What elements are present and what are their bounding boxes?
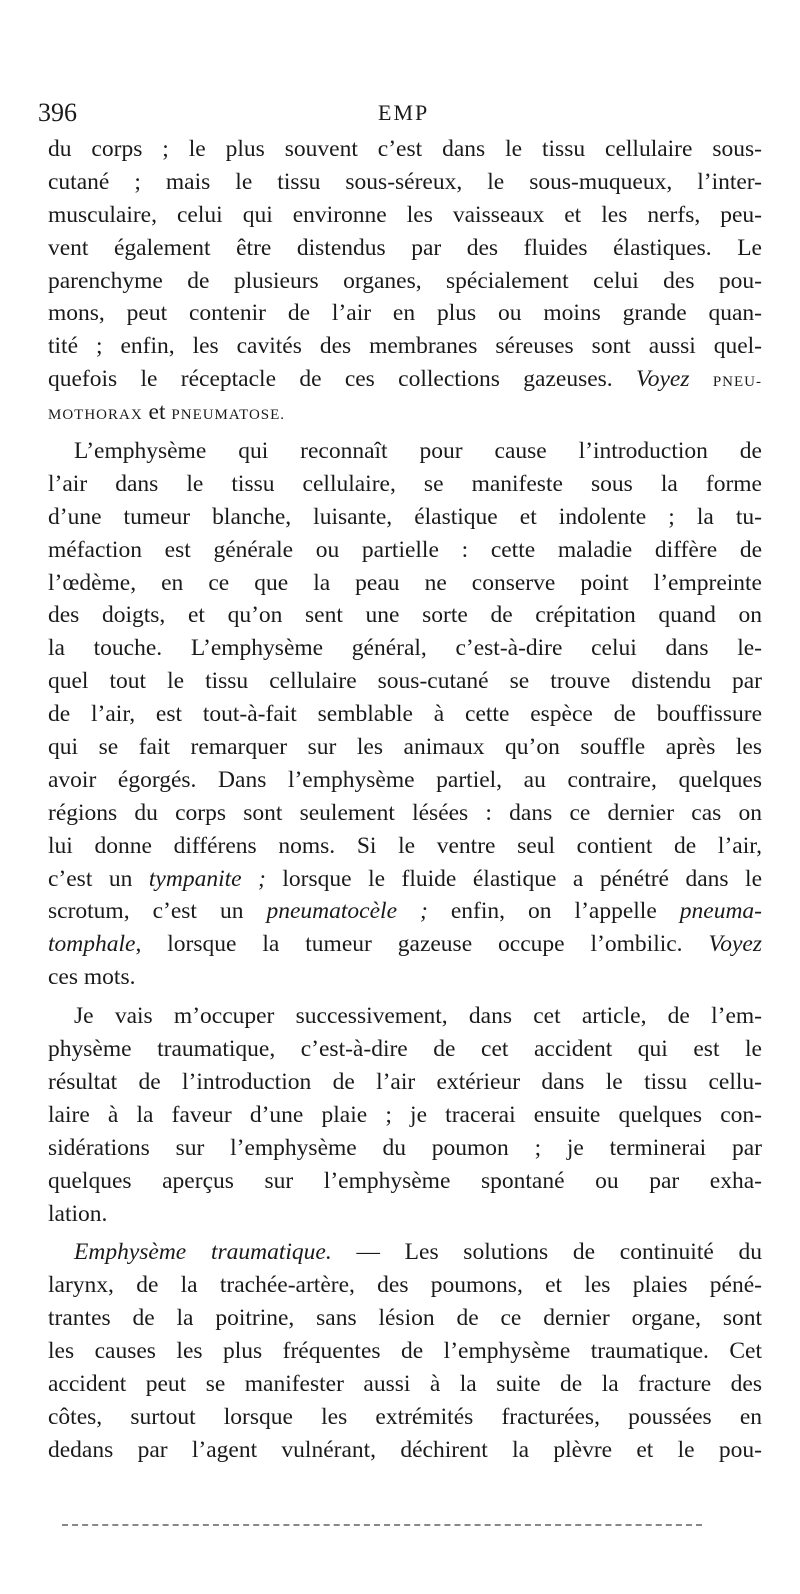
text-line: quel tout le tissu cellulaire sous-cutané se trouve distendu par: [48, 668, 762, 695]
text-line: dedans par l’agent vulnérant, déchirent la plèvre et le pou-: [48, 1436, 762, 1463]
cross-reference-term: PNEU-: [712, 374, 763, 391]
text-line: la touche. L’emphysème général, c’est-à-dire celui dans le-: [48, 635, 762, 662]
text-line: résultat de l’introduction de l’air extérieur dans le tissu cellu-: [48, 1068, 762, 1095]
text-line: physème traumatique, c’est-à-dire de cet accident qui est le: [48, 1036, 762, 1063]
text-line: régions du corps sont seulement lésées : dans ce dernier cas on: [48, 799, 762, 826]
text-run: enfin, on l’appelle: [450, 898, 657, 925]
text-line: Je vais m’occuper successivement, dans cet article, de l’em-: [74, 1003, 762, 1030]
section-heading: Emphysème traumatique.: [74, 1239, 332, 1266]
text-line: larynx, de la trachée-artère, des poumons, et les plaies péné-: [48, 1272, 762, 1299]
cross-reference-term: MOTHORAX: [48, 407, 143, 424]
term: pneuma-: [679, 898, 763, 925]
text-run: quefois le réceptacle de ces collections gazeuses.: [48, 366, 613, 393]
text-line: [48, 895, 762, 928]
text-line: tité ; enfin, les cavités des membranes séreuses sont aussi quel-: [48, 333, 762, 360]
text-run: , lorsque la tumeur gazeuse occupe l’ombilic.: [135, 931, 683, 958]
text-line: l’œdème, en ce que la peau ne conserve point l’empreinte: [48, 569, 762, 596]
cross-reference: Voyez: [636, 366, 690, 393]
text-line: laire à la faveur d’une plaie ; je tracerai ensuite quelques con-: [48, 1101, 762, 1128]
text-line: lation.: [48, 1200, 108, 1227]
text-run: — Les solutions de continuité du: [356, 1239, 762, 1266]
text-line: lui donne différens noms. Si le ventre seul contient de l’air,: [48, 832, 762, 859]
text-line: trantes de la poitrine, sans lésion de ce dernier organe, sont: [48, 1305, 762, 1332]
text-line: parenchyme de plusieurs organes, spécialement celui des pou-: [48, 267, 762, 294]
text-line: qui se fait remarquer sur les animaux qu’on souffle après les: [48, 734, 762, 761]
text-line: [48, 1236, 762, 1269]
text-run: scrotum, c’est un: [48, 898, 244, 925]
term: pneumatocèle ;: [266, 898, 428, 925]
text-line: des doigts, et qu’on sent une sorte de crépitation quand on: [48, 602, 762, 629]
page-header: [38, 98, 758, 134]
text-line: méfaction est générale ou partielle : cette maladie diffère de: [48, 536, 762, 563]
footer-divider: [62, 1524, 702, 1526]
text-line: vent également être distendus par des fluides élastiques. Le: [48, 234, 762, 261]
text-line: les causes les plus fréquentes de l’emphysème traumatique. Cet: [48, 1338, 762, 1365]
text-run: lorsque le fluide élastique a pénétré dans le: [282, 865, 763, 892]
term: tympanite ;: [148, 865, 266, 892]
text-run: c’est un: [48, 865, 133, 892]
text-run: et: [148, 399, 166, 426]
cross-reference: Voyez: [708, 931, 763, 958]
text-line: d’une tumeur blanche, luisante, élastique et indolente ; la tu-: [48, 503, 762, 530]
text-line: du corps ; le plus souvent c’est dans le tissu cellulaire sous-: [48, 136, 762, 162]
text-line: de l’air, est tout-à-fait semblable à cette espèce de bouffissure: [48, 701, 762, 728]
term: tomphale: [48, 931, 136, 958]
text-line: l’air dans le tissu cellulaire, se manifeste sous la forme: [48, 470, 762, 497]
running-head: EMP: [378, 100, 430, 125]
text-line: musculaire, celui qui environne les vaisseaux et les nerfs, peu-: [48, 201, 762, 228]
page-number: 396: [38, 98, 77, 127]
text-line: mons, peut contenir de l’air en plus ou moins grande quan-: [48, 300, 762, 327]
text-line: sidérations sur l’emphysème du poumon ; je terminerai par: [48, 1134, 762, 1161]
text-line: cutané ; mais le tissu sous-séreux, le sous-muqueux, l’inter-: [48, 168, 762, 195]
text-line: avoir égorgés. Dans l’emphysème partiel, au contraire, quelques: [48, 766, 762, 793]
text-line: [48, 863, 762, 896]
text-line: [48, 928, 762, 961]
text-line: quelques aperçus sur l’emphysème spontané ou par exha-: [48, 1167, 762, 1194]
text-line: accident peut se manifester aussi à la suite de la fracture des: [48, 1370, 762, 1397]
text-line: [48, 363, 762, 396]
text-line: ces mots.: [48, 964, 136, 991]
text-line: côtes, surtout lorsque les extrémités fracturées, poussées en: [48, 1403, 762, 1430]
text-line: [48, 396, 762, 429]
cross-reference-term: PNEUMATOSE.: [171, 407, 286, 424]
text-line: L’emphysème qui reconnaît pour cause l’introduction de: [74, 438, 762, 465]
body-text: [48, 133, 762, 1467]
